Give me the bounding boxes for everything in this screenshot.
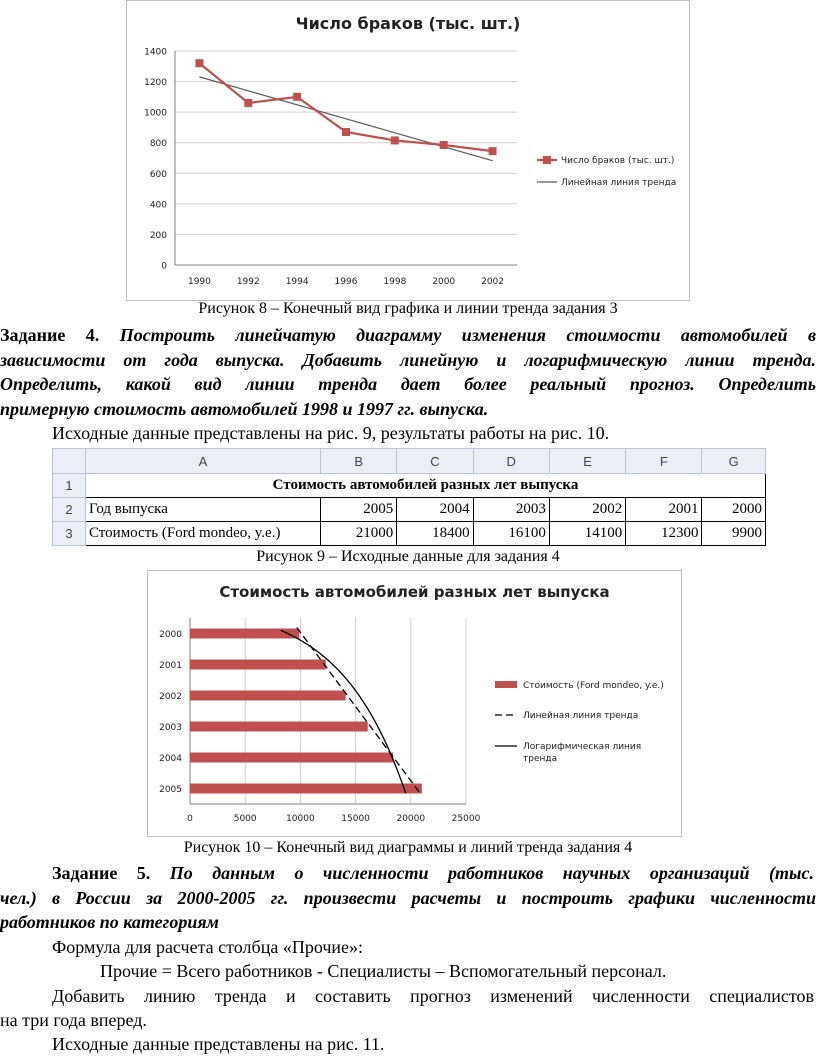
legend-trend-label: Линейная линия тренда <box>561 178 677 188</box>
year-cell[interactable]: 2004 <box>397 498 473 522</box>
cars-cost-chart <box>147 570 682 837</box>
bar <box>190 629 299 639</box>
source-note: Исходные данные представлены на рис. 11. <box>52 1034 385 1054</box>
sheet-row-2 <box>53 498 766 522</box>
trend-line1: Добавить линию тренда и составить прогноз изменений численности специалистов <box>52 986 814 1006</box>
marriage-chart-title: Число браков (тыс. шт.) <box>295 14 521 33</box>
linear-trend-line <box>199 77 492 161</box>
column-header-b[interactable]: B <box>321 449 397 474</box>
data-point <box>489 147 497 155</box>
task5-line1 <box>52 861 814 886</box>
cost-cell[interactable]: 12300 <box>626 522 702 546</box>
figure9-caption: Рисунок 9 – Исходные данные для задания 4 <box>256 548 560 565</box>
y-tick-label: 400 <box>149 200 167 211</box>
year-label-cell[interactable]: Год выпуска <box>86 498 321 522</box>
task5-text-line3: работников по категориям <box>0 912 219 932</box>
bar <box>190 660 326 670</box>
x-tick-label: 1996 <box>334 277 358 287</box>
task5-text-line2: чел.) в России за 2000-2005 гг. произвести расчеты и построить графики численности <box>0 888 816 908</box>
y-tick-label: 0 <box>161 261 167 272</box>
task4-intro: Исходные данные представлены на рис. 9, результаты работы на рис. 10. <box>52 423 610 443</box>
x-tick-label: 5000 <box>233 814 257 824</box>
y-tick-label: 2000 <box>159 630 182 640</box>
data-point <box>244 99 252 107</box>
row-number[interactable]: 1 <box>53 474 86 498</box>
figure10-caption: Рисунок 10 – Конечный вид диаграммы и линий тренда задания 4 <box>183 839 633 856</box>
y-tick-label: 800 <box>149 139 167 150</box>
data-point <box>195 59 203 67</box>
x-tick-label: 1992 <box>236 277 260 287</box>
y-tick-label: 2004 <box>159 754 182 764</box>
sheet-row-1 <box>53 474 766 498</box>
cars-spreadsheet <box>52 448 766 546</box>
y-tick-label: 1400 <box>144 47 167 58</box>
task5-text-line1: По данным о численности работников научных организаций (тыс. <box>169 863 815 883</box>
data-point <box>391 136 399 144</box>
y-tick-label: 200 <box>149 230 167 241</box>
select-all-corner[interactable] <box>53 449 86 474</box>
bar <box>190 722 368 732</box>
y-tick-label: 1000 <box>144 108 167 119</box>
cars-cost-chart-title: Стоимость автомобилей разных лет выпуска <box>219 583 610 601</box>
x-tick-label: 10000 <box>286 814 315 824</box>
cost-cell[interactable]: 16100 <box>473 522 549 546</box>
sheet-row-3 <box>53 522 766 546</box>
series-line <box>199 63 492 151</box>
legend-linear-label: Линейная линия тренда <box>523 711 639 721</box>
y-tick-label: 1200 <box>144 78 167 89</box>
log-trend-line <box>281 630 406 793</box>
x-tick-label: 2002 <box>481 277 505 287</box>
column-header-a[interactable]: A <box>86 449 321 474</box>
marriage-chart-plot <box>127 1 689 300</box>
formula: Прочие = Всего работников - Специалисты – Вспомогательный персонал. <box>100 961 667 981</box>
column-header-f[interactable]: F <box>626 449 702 474</box>
legend-series-swatch <box>495 681 517 688</box>
legend-series-marker <box>543 156 551 164</box>
column-header-e[interactable]: E <box>549 449 625 474</box>
trend-line2: на три года вперед. <box>0 1010 147 1030</box>
column-header-c[interactable]: C <box>397 449 473 474</box>
x-tick-label: 25000 <box>451 814 481 824</box>
column-header-row <box>53 449 766 474</box>
marriage-chart <box>126 0 690 301</box>
x-tick-label: 0 <box>187 814 193 824</box>
column-header-g[interactable]: G <box>702 449 766 474</box>
year-cell[interactable]: 2003 <box>473 498 549 522</box>
formula-intro: Формула для расчета столбца «Прочие»: <box>52 937 364 957</box>
x-tick-label: 1998 <box>383 277 407 287</box>
y-tick-label: 2001 <box>159 661 182 671</box>
y-tick-label: 2005 <box>159 785 182 795</box>
row-number[interactable]: 2 <box>53 498 86 522</box>
task5-label: Задание 5. <box>52 863 151 883</box>
x-tick-label: 1994 <box>285 277 309 287</box>
year-cell[interactable]: 2000 <box>702 498 766 522</box>
data-point <box>293 93 301 101</box>
column-header-d[interactable]: D <box>473 449 549 474</box>
task4-text-line1: Построить линейчатую диаграмму изменения стоимости автомобилей в <box>119 325 816 345</box>
year-cell[interactable]: 2001 <box>626 498 702 522</box>
x-tick-label: 15000 <box>341 814 370 824</box>
cost-cell[interactable]: 14100 <box>549 522 625 546</box>
x-tick-label: 2000 <box>432 277 456 287</box>
cars-cost-chart-plot <box>148 571 681 836</box>
row-number[interactable]: 3 <box>53 522 86 546</box>
legend-series-label: Число браков (тыс. шт.) <box>561 156 675 166</box>
task4-label: Задание 4. <box>0 325 100 345</box>
cost-cell[interactable]: 9900 <box>702 522 766 546</box>
legend-series-label: Стоимость (Ford mondeo, y.e.) <box>523 681 664 691</box>
legend-log-label: Логарифмическая линия тренда <box>523 742 642 764</box>
year-cell[interactable]: 2002 <box>549 498 625 522</box>
sheet-title-cell[interactable]: Стоимость автомобилей разных лет выпуска <box>86 474 766 498</box>
bar <box>190 753 393 763</box>
task4-text-line4: примерную стоимость автомобилей 1998 и 1997 гг. выпуска. <box>0 399 489 419</box>
data-point <box>440 141 448 149</box>
year-cell[interactable]: 2005 <box>321 498 397 522</box>
bar <box>190 691 346 701</box>
cost-cell[interactable]: 18400 <box>397 522 473 546</box>
x-tick-label: 1990 <box>187 277 211 287</box>
y-tick-label: 600 <box>149 169 167 180</box>
y-tick-label: 2002 <box>159 692 182 702</box>
cost-cell[interactable]: 21000 <box>321 522 397 546</box>
task4-text-line3: Определить, какой вид линии тренда дает более реальный прогноз. Определить <box>0 374 816 394</box>
figure8-caption: Рисунок 8 – Конечный вид графика и линии тренда задания 3 <box>198 300 618 317</box>
task4-line1 <box>0 323 816 348</box>
data-point <box>342 128 350 136</box>
y-tick-label: 2003 <box>159 723 182 733</box>
x-tick-label: 20000 <box>396 814 426 824</box>
bar <box>190 784 422 794</box>
task4-text-line2: зависимости от года выпуска. Добавить линейную и логарифмическую линии тренда. <box>0 350 816 370</box>
cost-label-cell[interactable]: Стоимость (Ford mondeo, y.e.) <box>86 522 321 546</box>
linear-trend-line <box>297 628 421 795</box>
